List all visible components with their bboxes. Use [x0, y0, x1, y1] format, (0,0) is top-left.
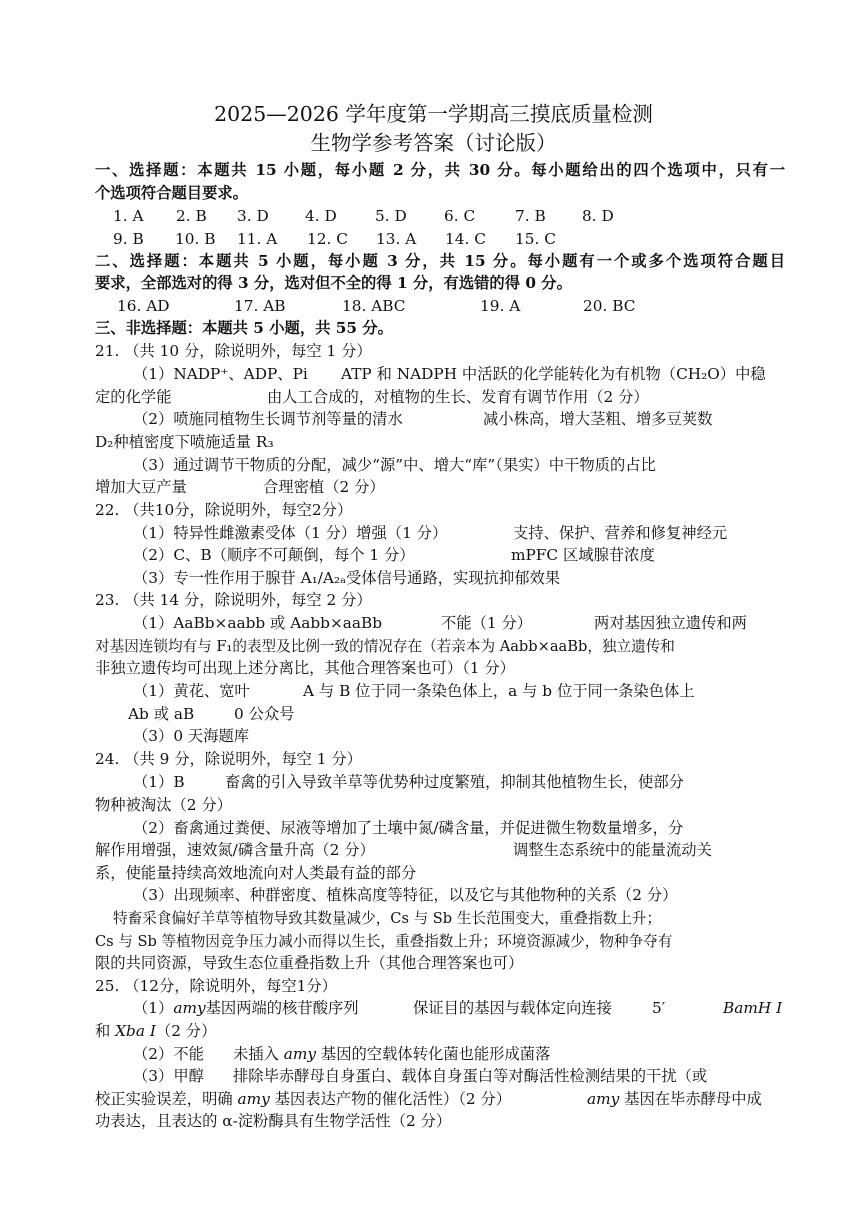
q23-line3: 非独立遗传均可出现上述分离比，其他合理答案也可）（1 分）	[95, 659, 515, 677]
q24-heading: 24. （共 9 分，除说明外，每空 1 分）	[95, 750, 362, 768]
q21-heading: 21. （共 10 分，除说明外，每空 1 分）	[95, 342, 372, 360]
answer-item: 4. D	[305, 207, 337, 225]
enzyme-name: Xba Ⅰ	[115, 1022, 156, 1040]
q24-line6: （3）出现频率、种群密度、植株高度等特征，以及它与其他物种的关系（2 分）	[133, 886, 678, 904]
answer-item: 5. D	[375, 207, 407, 225]
q25-heading: 25. （12分，除说明外，每空1分）	[95, 977, 337, 995]
gene-name: amy	[173, 999, 206, 1017]
answer-text: 减小株高，增大茎粗、增多豆荚数	[483, 410, 713, 428]
section2-heading-line2: 要求，全部选对的得 3 分，选对但不全的得 1 分，有选错的得 0 分。	[95, 274, 572, 292]
answer-text: 增加大豆产量	[95, 478, 187, 496]
answer-text-middle: 基因表达产物的催化活性）（2 分）	[269, 1090, 512, 1108]
answer-text-suffix: 基因两端的核苷酸序列	[205, 999, 359, 1017]
answer-item: 13. A	[376, 230, 417, 248]
answer-text: （1）B	[133, 773, 185, 791]
answer-item: 6. C	[444, 207, 476, 225]
answer-text: 不能（1 分）	[441, 614, 533, 632]
q23-line6: （3）0 天海题库	[133, 727, 250, 745]
answer-text	[133, 998, 359, 1019]
answer-text: （1）NADP⁺、ADP、Pi	[133, 365, 308, 383]
answer-item: 10. B	[175, 230, 216, 248]
answer-text: （2 分）	[155, 1022, 217, 1040]
q24-line9: 限的共同资源，导致生态位重叠指数上升（其他合理答案也可）	[95, 954, 524, 972]
page-subtitle: 生物学参考答案（讨论版）	[310, 131, 557, 155]
answer-text-suffix: 基因的空载体转化菌也能形成菌落	[316, 1045, 551, 1063]
answer-text: （2）喷施同植物生长调节剂等量的清水	[133, 410, 403, 428]
answer-text: （1）特异性雌激素受体（1 分）增强（1 分）	[133, 524, 448, 542]
answer-text	[587, 1089, 762, 1110]
gene-name: amy	[283, 1045, 317, 1063]
q24-line2: 物种被淘汰（2 分）	[95, 796, 232, 814]
answer-text: A 与 B 位于同一条染色体上，a 与 b 位于同一条染色体上	[303, 682, 695, 700]
answer-text-prefix: 校正实验误差，明确	[95, 1090, 238, 1108]
q21-line4: D₂种植密度下喷施适量 R₃	[95, 433, 274, 451]
answer-item: 14. C	[445, 230, 486, 248]
answer-text: 5′	[652, 999, 666, 1017]
answer-text: ATP 和 NADPH 中活跃的化学能转化为有机物（CH₂O）中稳	[341, 365, 766, 383]
gene-name: amy	[237, 1090, 270, 1108]
section3-heading: 三、非选择题：本题共 5 小题，共 55 分。	[95, 319, 393, 337]
answer-text: Ab 或 aB	[128, 705, 195, 723]
answer-text: 解作用增强，速效氮/磷含量升高（2 分）	[95, 841, 375, 859]
answer-item: 8. D	[582, 207, 614, 225]
answer-item: 1. A	[113, 207, 144, 225]
answer-item: 19. A	[480, 297, 521, 315]
q24-line7: 特畜采食偏好羊草等植物导致其数量减少，Cs 与 Sb 生长范围变大，重叠指数上升；	[113, 910, 662, 927]
section1-heading-line1: 一、选择题：本题共 15 小题，每小题 2 分，共 30 分。每小题给出的四个选项中，只有一	[95, 161, 785, 179]
answer-text: 两对基因独立遗传和两	[594, 614, 747, 632]
enzyme-name: BamH Ⅰ	[723, 999, 783, 1017]
q21-line5: （3）通过调节干物质的分配，减少“源”中、增大“库”（果实）中干物质的占比	[133, 456, 656, 474]
answer-text	[95, 1089, 511, 1110]
q23-heading: 23. （共 14 分，除说明外，每空 2 分）	[95, 591, 372, 609]
q24-line5: 系，使能量持续高效地流向对人类最有益的部分	[95, 864, 417, 882]
q24-line8: Cs 与 Sb 等植物因竞争压力减小而得以生长，重叠指数上升；环境资源减少，物种争夺有	[95, 933, 673, 950]
answer-text: 定的化学能	[95, 388, 172, 406]
section1-heading-line2: 个选项符合题目要求。	[95, 184, 248, 202]
answer-text: 由人工合成的，对植物的生长、发育有调节作用（2 分）	[267, 388, 649, 406]
answer-text: 调整生态系统中的能量流动关	[513, 841, 712, 859]
answer-text: 支持、保护、营养和修复神经元	[513, 524, 728, 542]
answer-text: （1）黄花、宽叶	[133, 682, 250, 700]
answer-item: 3. D	[237, 207, 269, 225]
q24-line3: （2）畜禽通过粪便、尿液等增加了土壤中氮/磷含量，并促进微生物数量增多，分	[133, 819, 684, 837]
answer-item: 15. C	[515, 230, 556, 248]
answer-text: （1）AaBb×aabb 或 Aabb×aaBb	[133, 614, 383, 632]
answer-text: （2）C、B（顺序不可颠倒，每个 1 分）	[133, 546, 415, 564]
answer-text: 畜禽的引入导致羊草等优势种过度繁殖，抑制其他植物生长，使部分	[225, 773, 684, 791]
answer-text: 合理密植（2 分）	[263, 478, 385, 496]
answer-item: 18. ABC	[342, 297, 406, 315]
q22-heading: 22. （共10分，除说明外，每空2分）	[95, 501, 353, 519]
answer-text: mPFC 区域腺苷浓度	[511, 546, 655, 564]
answer-item: 12. C	[307, 230, 348, 248]
answer-item: 2. B	[176, 207, 207, 225]
answer-item: 16. AD	[117, 297, 170, 315]
answer-item: 20. BC	[583, 297, 636, 315]
q23-line2: 对基因连锁均有与 F₁的表型及比例一致的情况存在（若亲本为 Aabb×aaBb，独立遗传和	[95, 638, 675, 655]
q22-line3: （3）专一性作用于腺苷 A₁/A₂ₐ受体信号通路，实现抗抑郁效果	[133, 569, 561, 587]
q25-line6: 功表达，且表达的 α-淀粉酶具有生物学活性（2 分）	[95, 1112, 452, 1130]
answer-text: 和	[95, 1022, 116, 1040]
q25-line2	[95, 1021, 785, 1042]
gene-name: amy	[587, 1090, 620, 1108]
answer-text: （2）不能	[133, 1045, 204, 1063]
answer-text: （3）甲醇	[133, 1067, 204, 1085]
answer-text	[233, 1044, 550, 1065]
answer-text-suffix: 基因在毕赤酵母中成	[619, 1090, 762, 1108]
page-title: 2025—2026 学年度第一学期高三摸底质量检测	[214, 102, 653, 126]
answer-text-prefix: （1）	[133, 999, 174, 1017]
answer-item: 7. B	[515, 207, 546, 225]
answer-item: 9. B	[113, 230, 144, 248]
answer-item: 17. AB	[234, 297, 286, 315]
answer-item: 11. A	[237, 230, 278, 248]
answer-text-prefix: 未插入	[233, 1045, 284, 1063]
answer-text: 保证目的基因与载体定向连接	[413, 999, 612, 1017]
answer-text: 排除毕赤酵母自身蛋白、载体自身蛋白等对酶活性检测结果的干扰（或	[233, 1067, 708, 1085]
section2-heading-line1: 二、选择题：本题共 5 小题，每小题 3 分，共 15 分。每小题有一个或多个选项符合题目	[95, 252, 785, 270]
answer-text: 0 公众号	[234, 705, 295, 723]
